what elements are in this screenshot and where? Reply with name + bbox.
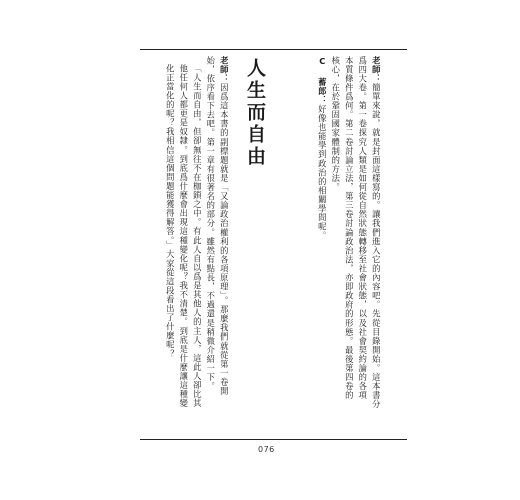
text-column [359, 56, 367, 400]
page-number: 076 [258, 445, 275, 454]
line-text: 本質條件爲何。第二卷討論立法，第三卷討論政治法，亦即政府的形態。最後第四卷的 [344, 56, 355, 400]
line-text: 核心，在於鞏固國家體制的方法。 [330, 56, 341, 192]
text-column [193, 64, 201, 408]
line-text: 化正當化的呢？我相信這個問題能獲得解答。」大家從這段看出了什麼呢？ [165, 64, 176, 359]
line-text: 「人生而自由，但卻無往不在枷鎖之中。有此人自以爲是其他人的主人，這此人卻比其 [192, 64, 203, 408]
text-column [318, 56, 326, 240]
section-heading: 人生而自由 [244, 58, 266, 168]
text-column [372, 56, 380, 409]
speaker-label: 老師： [371, 56, 382, 84]
text-column [332, 56, 340, 192]
text-column [345, 56, 353, 400]
text-column [220, 56, 228, 396]
speaker-label: C 蓄郎： [317, 56, 328, 105]
speaker-label: 老師： [219, 56, 230, 84]
line-text: 因爲這本書的副標題就是「又論政治權利的各項原理」。那麼我們就從第一卷開 [219, 83, 230, 396]
line-text: 爲四大卷。第一卷探究人類是如何從自然狀態轉移至社會狀態，以及社會契約論的各項 [357, 56, 368, 400]
text-column [207, 56, 215, 391]
line-text: 他任何人都更是奴隸。到底爲什麼會出現這種變化呢？我不清楚。到底是什麼讓這種變 [178, 64, 189, 408]
text-column [166, 64, 174, 359]
line-text: 始，依序看下去吧。第一章有很著名的部分。雖然有點長，不過還是稍微介紹一下。 [205, 56, 216, 391]
line-text: 好像也能學到政治的相關學問呢。 [317, 104, 328, 241]
line-text: 簡單來說，就是封面這樣寫的。讓我們進入它的內容吧。先從目錄開始。這本書分 [371, 83, 382, 409]
text-column [180, 64, 188, 408]
bottom-rule [140, 439, 407, 440]
top-rule [140, 49, 407, 50]
